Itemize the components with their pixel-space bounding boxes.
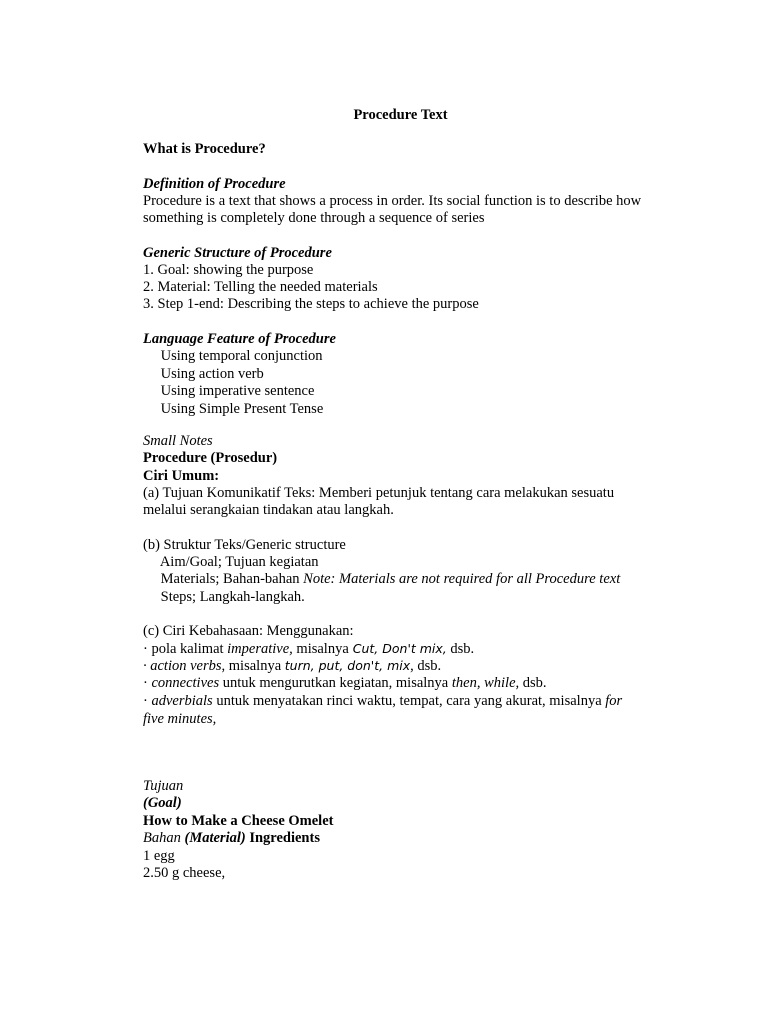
feature-item-label: Using temporal conjunction [160, 348, 323, 364]
text-structure-heading: (b) Struktur Teks/Generic structure [143, 537, 346, 553]
material-heading [143, 830, 320, 847]
structure-item: 1. Goal: showing the purpose [143, 262, 314, 278]
structure-item: 2. Material: Telling the needed materials [143, 279, 378, 295]
document-title: Procedure Text [353, 107, 448, 123]
text-span: · [143, 693, 152, 709]
ingredients-label: Ingredients [245, 830, 320, 846]
ciri-umum-subheading: Ciri Umum: [143, 468, 220, 484]
materials-note: Note: Materials are not required for all Procedure text [303, 571, 621, 587]
feature-item-label: Using imperative sentence [160, 383, 315, 399]
structure-item: 3. Step 1-end: Describing the steps to achieve the purpose [143, 296, 479, 312]
feature-item [143, 348, 323, 365]
language-feature-line [143, 640, 474, 658]
text-span: untuk mengurutkan kegiatan, misalnya [219, 675, 452, 691]
structure-bullet-item [143, 571, 620, 588]
text-span: dsb. [519, 675, 547, 691]
language-feature-line [143, 657, 441, 675]
feature-item [143, 366, 264, 383]
purpose-text-line: (a) Tujuan Komunikatif Teks: Memberi petunjuk tentang cara melakukan sesuatu [143, 485, 615, 501]
ingredient-item: 2.50 g cheese, [143, 865, 226, 881]
language-feature-heading: Language Feature of Procedure [143, 331, 336, 347]
language-feature-line [143, 675, 547, 692]
text-span: untuk menyatakan rinci waktu, tempat, cara yang akurat, misalnya [212, 693, 606, 709]
emphasis-span: · action verbs [143, 658, 222, 674]
emphasis-span: adverbials [151, 693, 213, 709]
example-span: Cut, Don't mix, [348, 641, 447, 656]
text-span: , misalnya [221, 658, 285, 674]
example-span: turn, put, don't, mix [284, 658, 411, 673]
language-feature-line: five minutes, [143, 711, 217, 727]
what-is-heading: What is Procedure? [143, 141, 266, 157]
definition-text-line: Procedure is a text that shows a process in order. Its social function is to describe how [143, 193, 642, 209]
recipe-title: How to Make a Cheese Omelet [143, 813, 334, 829]
tujuan-label: Tujuan [143, 778, 184, 794]
text-span: misalnya [292, 641, 349, 657]
emphasis-span: then, while, [451, 675, 520, 691]
aim-label: Aim/Goal; Tujuan kegiatan [159, 554, 319, 570]
procedure-subheading: Procedure (Prosedur) [143, 450, 278, 466]
ingredient-item: 1 egg [143, 848, 175, 864]
emphasis-span: connectives [151, 675, 220, 691]
language-feature-line [143, 693, 622, 710]
emphasis-span: for [605, 693, 623, 709]
definition-heading: Definition of Procedure [143, 176, 286, 192]
steps-label: Steps; Langkah-langkah. [160, 589, 305, 605]
language-features-heading: (c) Ciri Kebahasaan: Menggunakan: [143, 623, 354, 639]
goal-label: (Goal) [143, 795, 182, 811]
feature-item [143, 383, 314, 400]
text-span: · pola kalimat [143, 641, 228, 657]
feature-item [143, 401, 323, 418]
generic-structure-heading: Generic Structure of Procedure [143, 245, 332, 261]
bahan-label: Bahan [143, 830, 185, 846]
materials-label: Materials; Bahan-bahan [160, 571, 304, 587]
emphasis-span: imperative, [227, 641, 293, 657]
definition-text-line: something is completely done through a sequence of series [143, 210, 485, 226]
structure-bullet-item [143, 554, 319, 571]
text-span: · [143, 675, 152, 691]
material-label: (Material) [184, 830, 246, 846]
feature-item-label: Using Simple Present Tense [160, 401, 324, 417]
text-span: dsb. [446, 641, 475, 657]
small-notes-heading: Small Notes [143, 433, 213, 449]
feature-item-label: Using action verb [160, 366, 264, 382]
structure-bullet-item [143, 589, 305, 606]
text-span: , dsb. [410, 658, 442, 674]
purpose-text-line: melalui serangkaian tindakan atau langkah. [143, 502, 394, 518]
